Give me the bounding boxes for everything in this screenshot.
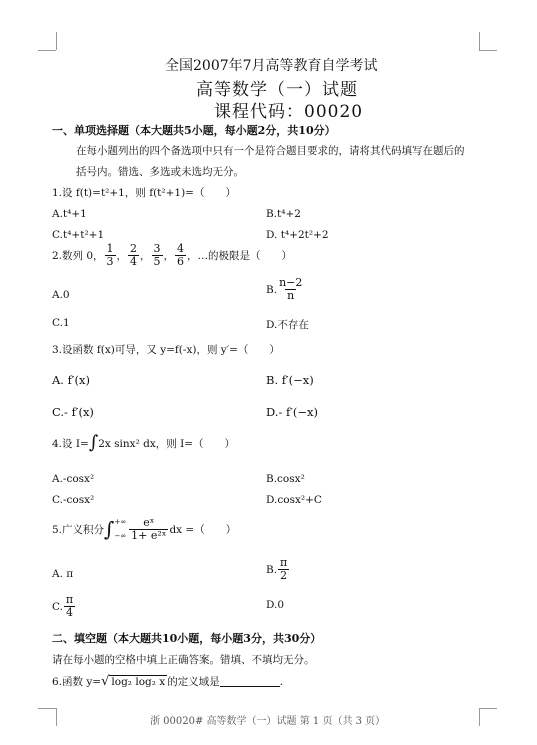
q5-option-b [266,557,290,582]
q5-integrand [129,517,168,542]
q3-option-a: A. f′(x) [52,373,90,387]
q2-fraction-2 [128,243,139,268]
q5-b-prefix: B. [266,563,278,576]
q2-fraction-4 [175,243,186,268]
q2-b-prefix: B. [266,283,278,296]
crop-mark-bottom-left-v [56,708,57,726]
q5-option-d: D.0 [266,599,285,611]
q6-suffix: 的定义域是 [167,676,220,688]
page-footer: 浙 00020# 高等数学（一）试题 第 1 页（共 3 页） [150,716,386,727]
q5-limits [114,515,126,543]
q2-b-fraction [278,277,303,302]
q5-stem [52,515,236,543]
q3-option-b: B. f′(−x) [266,373,314,387]
q2-option-b [266,277,304,302]
q2-option-d: D.不存在 [266,319,309,331]
q2-f2-num: 2 [130,242,138,255]
q4-option-a: A.-cosx² [52,473,95,485]
q5-stem-a: 5.广义积分 [52,523,105,536]
q1-option-b: B.t⁴+2 [266,208,301,220]
q5-option-c [52,594,76,619]
q5-c-prefix: C. [52,600,63,613]
section2-instruction: 请在每小题的空格中填上正确答案。错填、不填均无分。 [52,654,315,666]
radical-sign: √ [101,674,110,689]
section1-instruction-1: 在每小题列出的四个备选项中只有一个是符合题目要求的，请将其代码填写在题后的 [76,145,465,157]
q6-end: . [279,675,284,688]
q2-f3-den: 5 [153,255,161,268]
crop-mark-bottom-right-v [479,708,480,726]
q2-stem [52,243,292,268]
q2-prefix: 2.数列 0， [52,250,104,262]
q5-stem-b: dx =（ ） [169,523,237,536]
exam-title: 全国2007年7月高等教育自学考试 [165,58,378,74]
q6-prefix: 6.函数 y= [52,676,102,688]
q3-option-c: C.- f′(x) [52,405,94,419]
crop-mark-top-right-v [479,32,480,50]
q2-b-den: n [287,289,295,302]
q3-stem: 3.设函数 f(x)可导，又 y=f(-x)，则 y′=（ ） [52,344,280,356]
crop-mark-top-left-h [38,50,56,51]
q5-c-num: π [65,593,74,606]
q6-answer-blank[interactable] [220,676,280,687]
q5-c-fraction [64,594,75,619]
q1-option-c: C.t⁴+t²+1 [52,229,105,241]
q2-f3-num: 3 [153,242,161,255]
q2-b-num: n−2 [279,276,303,289]
crop-mark-bottom-left-h [38,708,56,709]
q3-option-d: D.- f′(−x) [266,405,318,419]
q5-integral [104,515,128,543]
integral-sign: ∫ [104,517,115,541]
q5-c-den: 4 [66,606,73,619]
q5-upper-limit: +∞ [114,518,127,526]
crop-mark-bottom-right-h [479,708,497,709]
q1-option-d: D. t⁴+2t²+2 [266,229,329,241]
q5-lower-limit: −∞ [114,532,127,540]
q2-f1-den: 3 [106,255,114,268]
crop-mark-top-right-h [479,50,497,51]
q2-comma: ， [116,250,128,262]
section1-heading: 一、单项选择题（本大题共5小题，每小题2分，共10分） [52,124,336,137]
q4-option-d: D.cosx²+C [266,494,322,506]
q5-b-fraction [278,557,289,582]
q2-comma: ， [163,250,175,262]
section1-instruction-2: 括号内。错选、多选或未选均无分。 [76,166,244,178]
q2-option-c: C.1 [52,317,70,329]
q6-stem [52,674,283,689]
q6-expression: log₂ log₂ x [111,676,166,688]
exam-subtitle: 高等数学（一）试题 [196,80,358,100]
q2-f2-den: 4 [130,255,138,268]
q4-stem-b: 2x sinx² dx，则 I=（ ） [98,437,236,450]
q2-fraction-1 [105,243,116,268]
section2-heading: 二、填空题（本大题共10小题，每小题3分，共30分） [52,632,322,645]
q2-f4-num: 4 [177,242,185,255]
q1-option-a: A.t⁴+1 [52,208,87,220]
q5-num: eˣ [143,515,155,529]
q5-den: 1+ e²ˣ [131,528,167,542]
q2-option-a: A.0 [52,289,70,301]
q2-suffix: ，…的极限是（ ） [187,250,293,262]
q4-stem [52,434,235,452]
course-code: 课程代码：00020 [214,102,364,122]
q2-comma: ， [140,250,151,262]
q2-fraction-3 [152,243,163,268]
q4-option-b: B.cosx² [266,473,305,485]
q4-stem-a: 4.设 I= [52,437,89,450]
crop-mark-top-left-v [56,32,57,50]
q5-b-den: 2 [280,569,288,582]
q5-option-a: A. π [52,568,74,580]
q2-f4-den: 6 [177,255,185,268]
q1-stem: 1.设 f(t)=t²+1，则 f(t²+1)=（ ） [52,187,236,199]
q2-f1-num: 1 [106,242,114,255]
q4-option-c: C.-cosx² [52,494,95,506]
integral-sign: ∫ [88,432,99,453]
q5-b-num: π [279,556,288,569]
